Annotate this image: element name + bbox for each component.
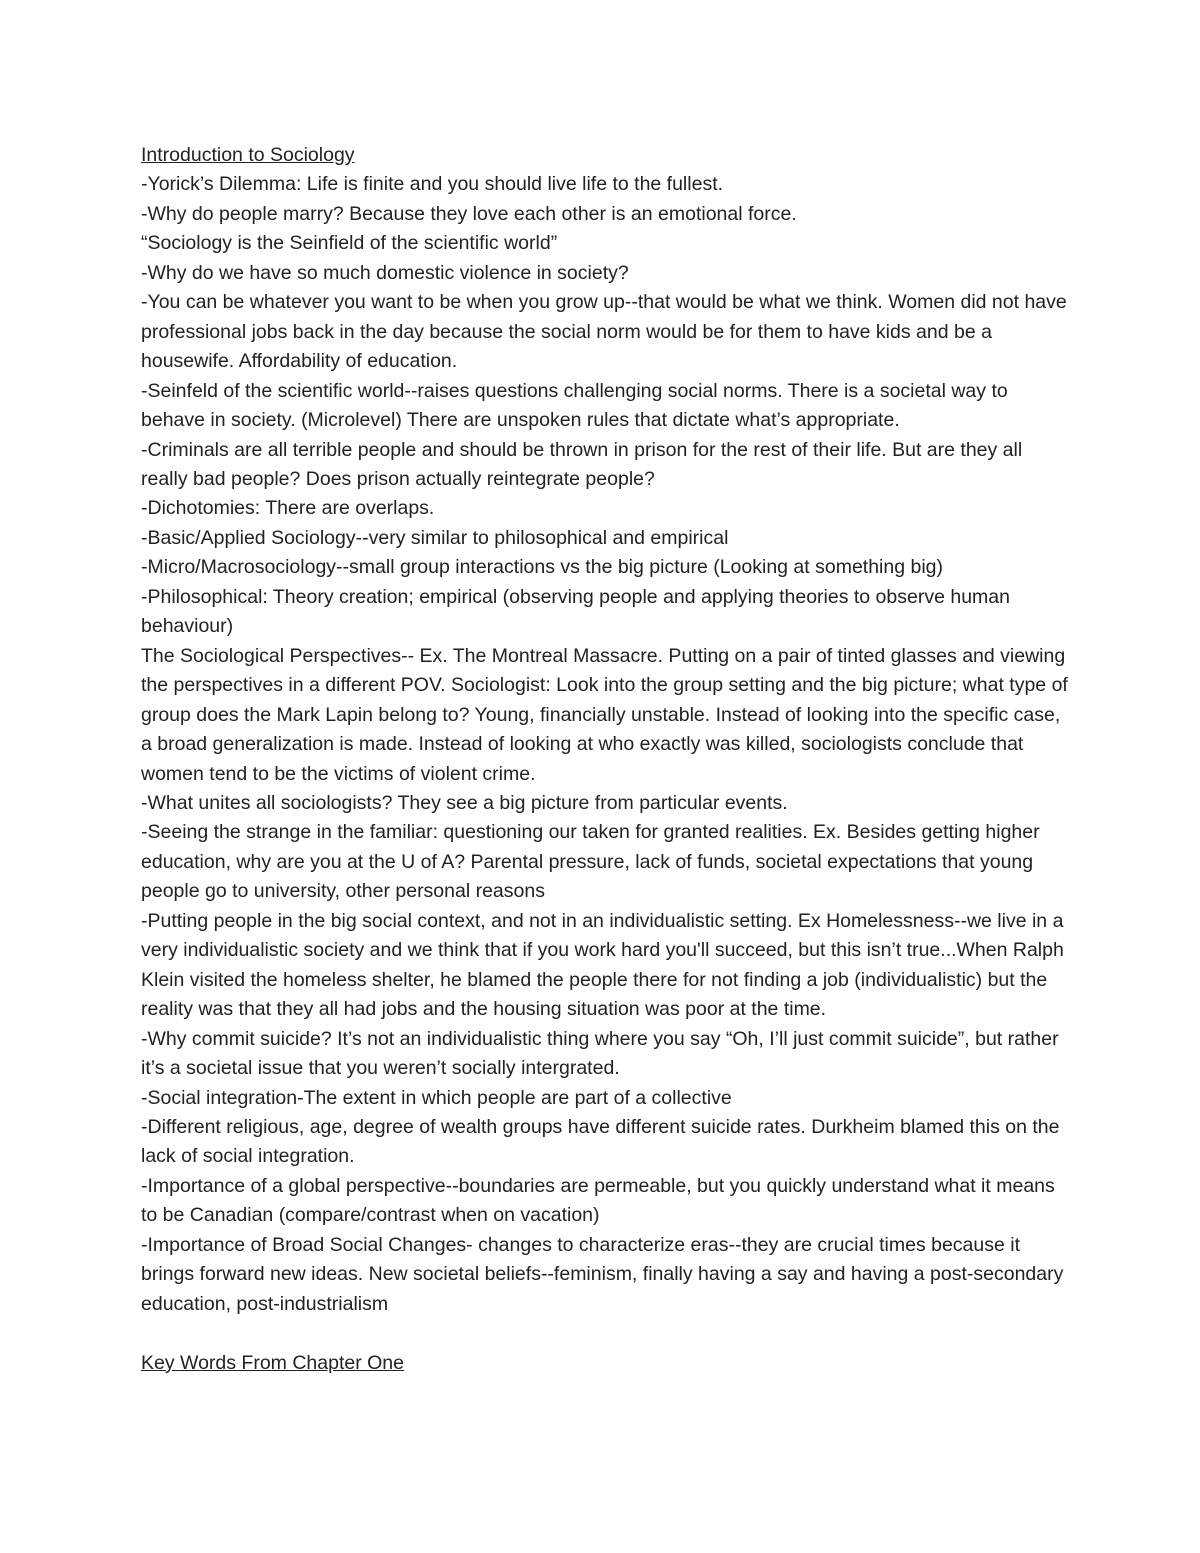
note-paragraph: The Sociological Perspectives-- Ex. The Montreal Massacre. Putting on a pair of tinted glasses and viewing the perspectives in a different POV. Sociologist: Look into the group setting and the big picture; what type of group does the Mark Lapin belong to? Young, financially unstable. Instead of looking into the specific case, a broad generalization is made. Instead of looking at who exactly was killed, sociologists conclude that women tend to be the victims of violent crime.	[141, 644, 1068, 785]
note-paragraph: -Yorick’s Dilemma: Life is finite and you should live life to the fullest.	[141, 173, 724, 196]
note-paragraph: -Seinfeld of the scientific world--raises questions challenging social norms. There is a societal way to behave in society. (Microlevel) There are unspoken rules that dictate what’s appropriate.	[141, 379, 1008, 432]
note-paragraph: -What unites all sociologists? They see a big picture from particular events.	[141, 791, 788, 814]
note-paragraph: -Importance of a global perspective--boundaries are permeable, but you quickly understand what it means to be Canadian (compare/contrast when on vacation)	[141, 1174, 1055, 1227]
note-paragraph: -Basic/Applied Sociology--very similar to philosophical and empirical	[141, 526, 729, 549]
note-paragraph: “Sociology is the Seinfield of the scientific world”	[141, 232, 558, 255]
note-paragraph: -Importance of Broad Social Changes- changes to characterize eras--they are crucial times because it brings forward new ideas. New societal beliefs--feminism, finally having a say and having a post-secondary education, post-industrialism	[141, 1233, 1064, 1315]
note-paragraph: -Why do we have so much domestic violence in society?	[141, 261, 629, 284]
note-paragraph: -Criminals are all terrible people and should be thrown in prison for the rest of their life. But are they all really bad people? Does prison actually reintegrate people?	[141, 438, 1023, 490]
note-paragraph: -Dichotomies: There are overlaps.	[141, 497, 435, 520]
note-paragraph: -Philosophical: Theory creation; empirical (observing people and applying theories to observe human behaviour)	[141, 585, 1010, 638]
section-heading: Key Words From Chapter One	[141, 1351, 404, 1374]
note-paragraph: -Seeing the strange in the familiar: questioning our taken for granted realities. Ex. Besides getting higher education, why are you at the U of A? Parental pressure, lack of funds, societal expectations that young people go to university, other personal reasons	[141, 821, 1040, 903]
blank-line	[141, 1319, 1071, 1348]
note-paragraph: -Why do people marry? Because they love each other is an emotional force.	[141, 202, 797, 225]
document-title: Introduction to Sociology	[141, 144, 355, 166]
note-paragraph: -Social integration-The extent in which people are part of a collective	[141, 1086, 732, 1109]
note-paragraph: -Why commit suicide? It’s not an individualistic thing where you say “Oh, I’ll just commit suicide”, but rather it’s a societal issue that you weren’t socially intergrated.	[141, 1027, 1059, 1080]
note-paragraph: -Micro/Macrosociology--small group interactions vs the big picture (Looking at something big)	[141, 556, 944, 579]
note-paragraph: -Putting people in the big social context, and not in an individualistic setting. Ex Homelessness--we live in a very individualistic society and we think that if you work hard you'll succeed, but this isn’t true...When Ralph Klein visited the homeless shelter, he blamed the people there for not finding a job (individualistic) but the reality was that they all had jobs and the housing situation was poor at the time.	[141, 909, 1064, 1021]
note-paragraph: -You can be whatever you want to be when you grow up--that would be what we think. Women did not have professional jobs back in the day because the social norm would be for them to have kids and be a housewife. Affordability of education.	[141, 291, 1067, 373]
document-body	[141, 141, 1071, 1378]
note-paragraph: -Different religious, age, degree of wealth groups have different suicide rates. Durkheim blamed this on the lack of social integration.	[141, 1115, 1060, 1168]
